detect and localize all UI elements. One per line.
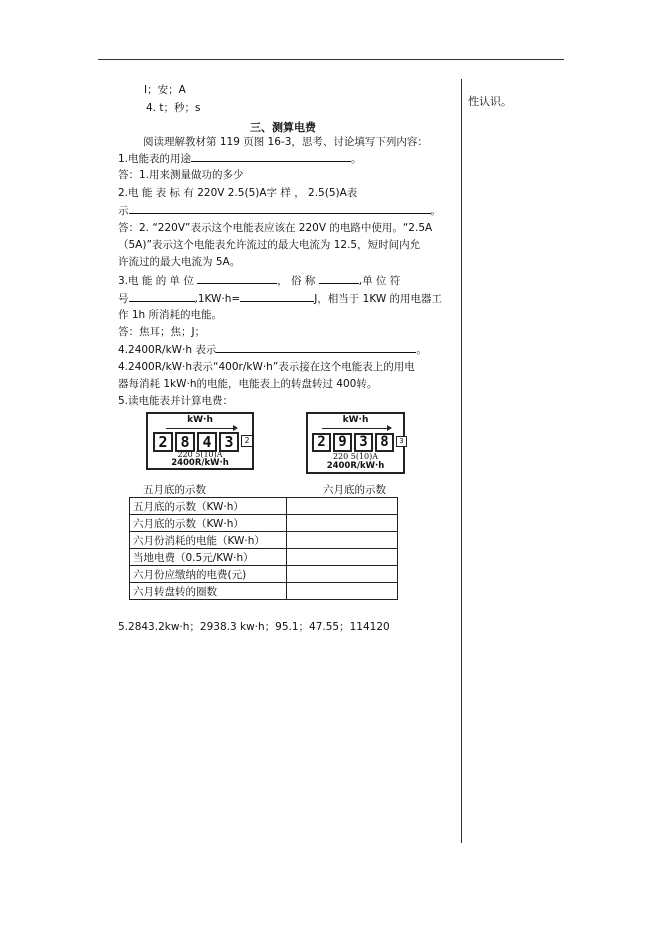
meter-digit: 9 <box>333 433 352 452</box>
question-3-text: ,单 位 符 <box>358 275 401 287</box>
answer-2-line-1: 答：2. “220V”表示这个电能表应该在 220V 的电路中使用。“2.5A <box>118 222 433 234</box>
meter-decimal-digit: 2 <box>241 435 253 447</box>
section-title: 三、测算电费 <box>250 121 316 134</box>
answer-1: 答：1.用来测量做功的多少 <box>118 169 244 181</box>
question-3-text: J，相当于 1KW 的用电器工 <box>314 293 443 305</box>
table-answer-cell[interactable] <box>287 515 398 532</box>
answer-4-line-1: 4.2400R/kW·h表示“400r/kW·h”表示接在这个电能表上的用电 <box>118 361 415 373</box>
table-row <box>130 549 398 566</box>
meter-digit: 2 <box>153 432 173 452</box>
question-3-line-1 <box>118 273 400 288</box>
question-3-line-3: 作 1h 所消耗的电能。 <box>118 309 223 321</box>
table-row-label: 六月份消耗的电能（KW·h） <box>130 532 287 549</box>
table-row <box>130 583 398 600</box>
table-answer-cell[interactable] <box>287 549 398 566</box>
header-rule <box>98 59 564 60</box>
question-3-text: 3.电 能 的 单 位 <box>118 275 194 287</box>
meter-arrow-icon <box>166 428 236 429</box>
table-row-label: 六月转盘转的圈数 <box>130 583 287 600</box>
line-time-unit: 4. t；秒；s <box>146 102 201 114</box>
table-row-label: 五月底的示数（KW·h） <box>130 498 287 515</box>
question-4-text: 4.2400R/kW·h 表示 <box>118 344 217 356</box>
meter-digit: 2 <box>312 433 331 452</box>
meter-unit-label: kW·h <box>342 415 369 425</box>
question-2-line-1: 2.电 能 表 标 有 220V 2.5(5)A字 样 ， 2.5(5)A表 <box>118 187 358 199</box>
answer-blank[interactable] <box>129 203 431 214</box>
question-4 <box>118 342 427 357</box>
answer-3: 答：焦耳；焦；J； <box>118 326 206 338</box>
answer-blank[interactable] <box>216 342 416 353</box>
question-2-line-2 <box>118 203 441 218</box>
table-row-label: 六月份应缴纳的电费(元) <box>130 566 287 583</box>
answer-blank[interactable] <box>129 291 195 302</box>
meter-digit: 8 <box>175 432 195 452</box>
meter-arrow-icon <box>322 428 390 429</box>
period: 。 <box>416 344 427 356</box>
meter-digits <box>153 432 255 452</box>
period: 。 <box>430 205 441 217</box>
table-answer-cell[interactable] <box>287 583 398 600</box>
meter-rate: 2400R/kW·h <box>171 458 229 468</box>
meter-digit: 3 <box>354 433 373 452</box>
question-3-text: 号 <box>118 293 129 305</box>
question-3-text: ， 俗 称 <box>277 275 316 287</box>
column-divider <box>461 79 462 843</box>
question-5: 5.读电能表并计算电费： <box>118 395 234 407</box>
table-row <box>130 515 398 532</box>
question-1 <box>118 151 362 166</box>
meter-rate: 2400R/kW·h <box>326 461 385 471</box>
line-current-unit: I；安；A <box>144 84 186 96</box>
table-row <box>130 498 398 515</box>
period: 。 <box>351 153 362 165</box>
meter-may <box>146 412 254 470</box>
intro-text: 阅读理解教材第 119 页图 16-3，思考、讨论填写下列内容： <box>143 136 428 148</box>
meter-spec: 220 5(10)A <box>332 452 379 461</box>
table-row <box>130 566 398 583</box>
question-1-text: 1.电能表的用途 <box>118 153 192 165</box>
meter-june <box>306 412 405 474</box>
answer-2-line-2: （5A)”表示这个电能表允许流过的最大电流为 12.5，短时间内允 <box>118 239 421 251</box>
answer-blank[interactable] <box>319 273 359 284</box>
answer-blank[interactable] <box>240 291 314 302</box>
meter-digit: 4 <box>197 432 217 452</box>
table-answer-cell[interactable] <box>287 566 398 583</box>
table-answer-cell[interactable] <box>287 532 398 549</box>
fee-table <box>129 497 398 600</box>
question-3-line-2 <box>118 291 442 306</box>
table-row <box>130 532 398 549</box>
meter-unit-label: kW·h <box>187 415 213 425</box>
question-3-text: ,1KW·h= <box>194 293 241 305</box>
table-answer-cell[interactable] <box>287 498 398 515</box>
answer-4-line-2: 器每消耗 1kW·h的电能，电能表上的转盘转过 400转。 <box>118 378 378 390</box>
answer-2-line-3: 许流过的最大电流为 5A。 <box>118 256 241 268</box>
table-row-label: 当地电费（0.5元/KW·h） <box>130 549 287 566</box>
caption-may: 五月底的示数 <box>143 484 206 496</box>
meter-decimal-digit: 3 <box>396 436 407 447</box>
meter-digits <box>312 433 409 452</box>
answer-blank[interactable] <box>197 273 277 284</box>
meter-digit: 3 <box>219 432 239 452</box>
answer-blank[interactable] <box>191 151 351 162</box>
answer-5: 5.2843.2kw·h；2938.3 kw·h；95.1；47.55；114120 <box>118 621 390 633</box>
caption-june: 六月底的示数 <box>323 484 386 496</box>
meter-digit: 8 <box>375 433 394 452</box>
question-2-text: 示 <box>118 205 129 217</box>
side-note: 性认识。 <box>468 95 512 108</box>
meter-spec: 220 5(10)A <box>177 450 223 459</box>
table-row-label: 六月底的示数（KW·h） <box>130 515 287 532</box>
